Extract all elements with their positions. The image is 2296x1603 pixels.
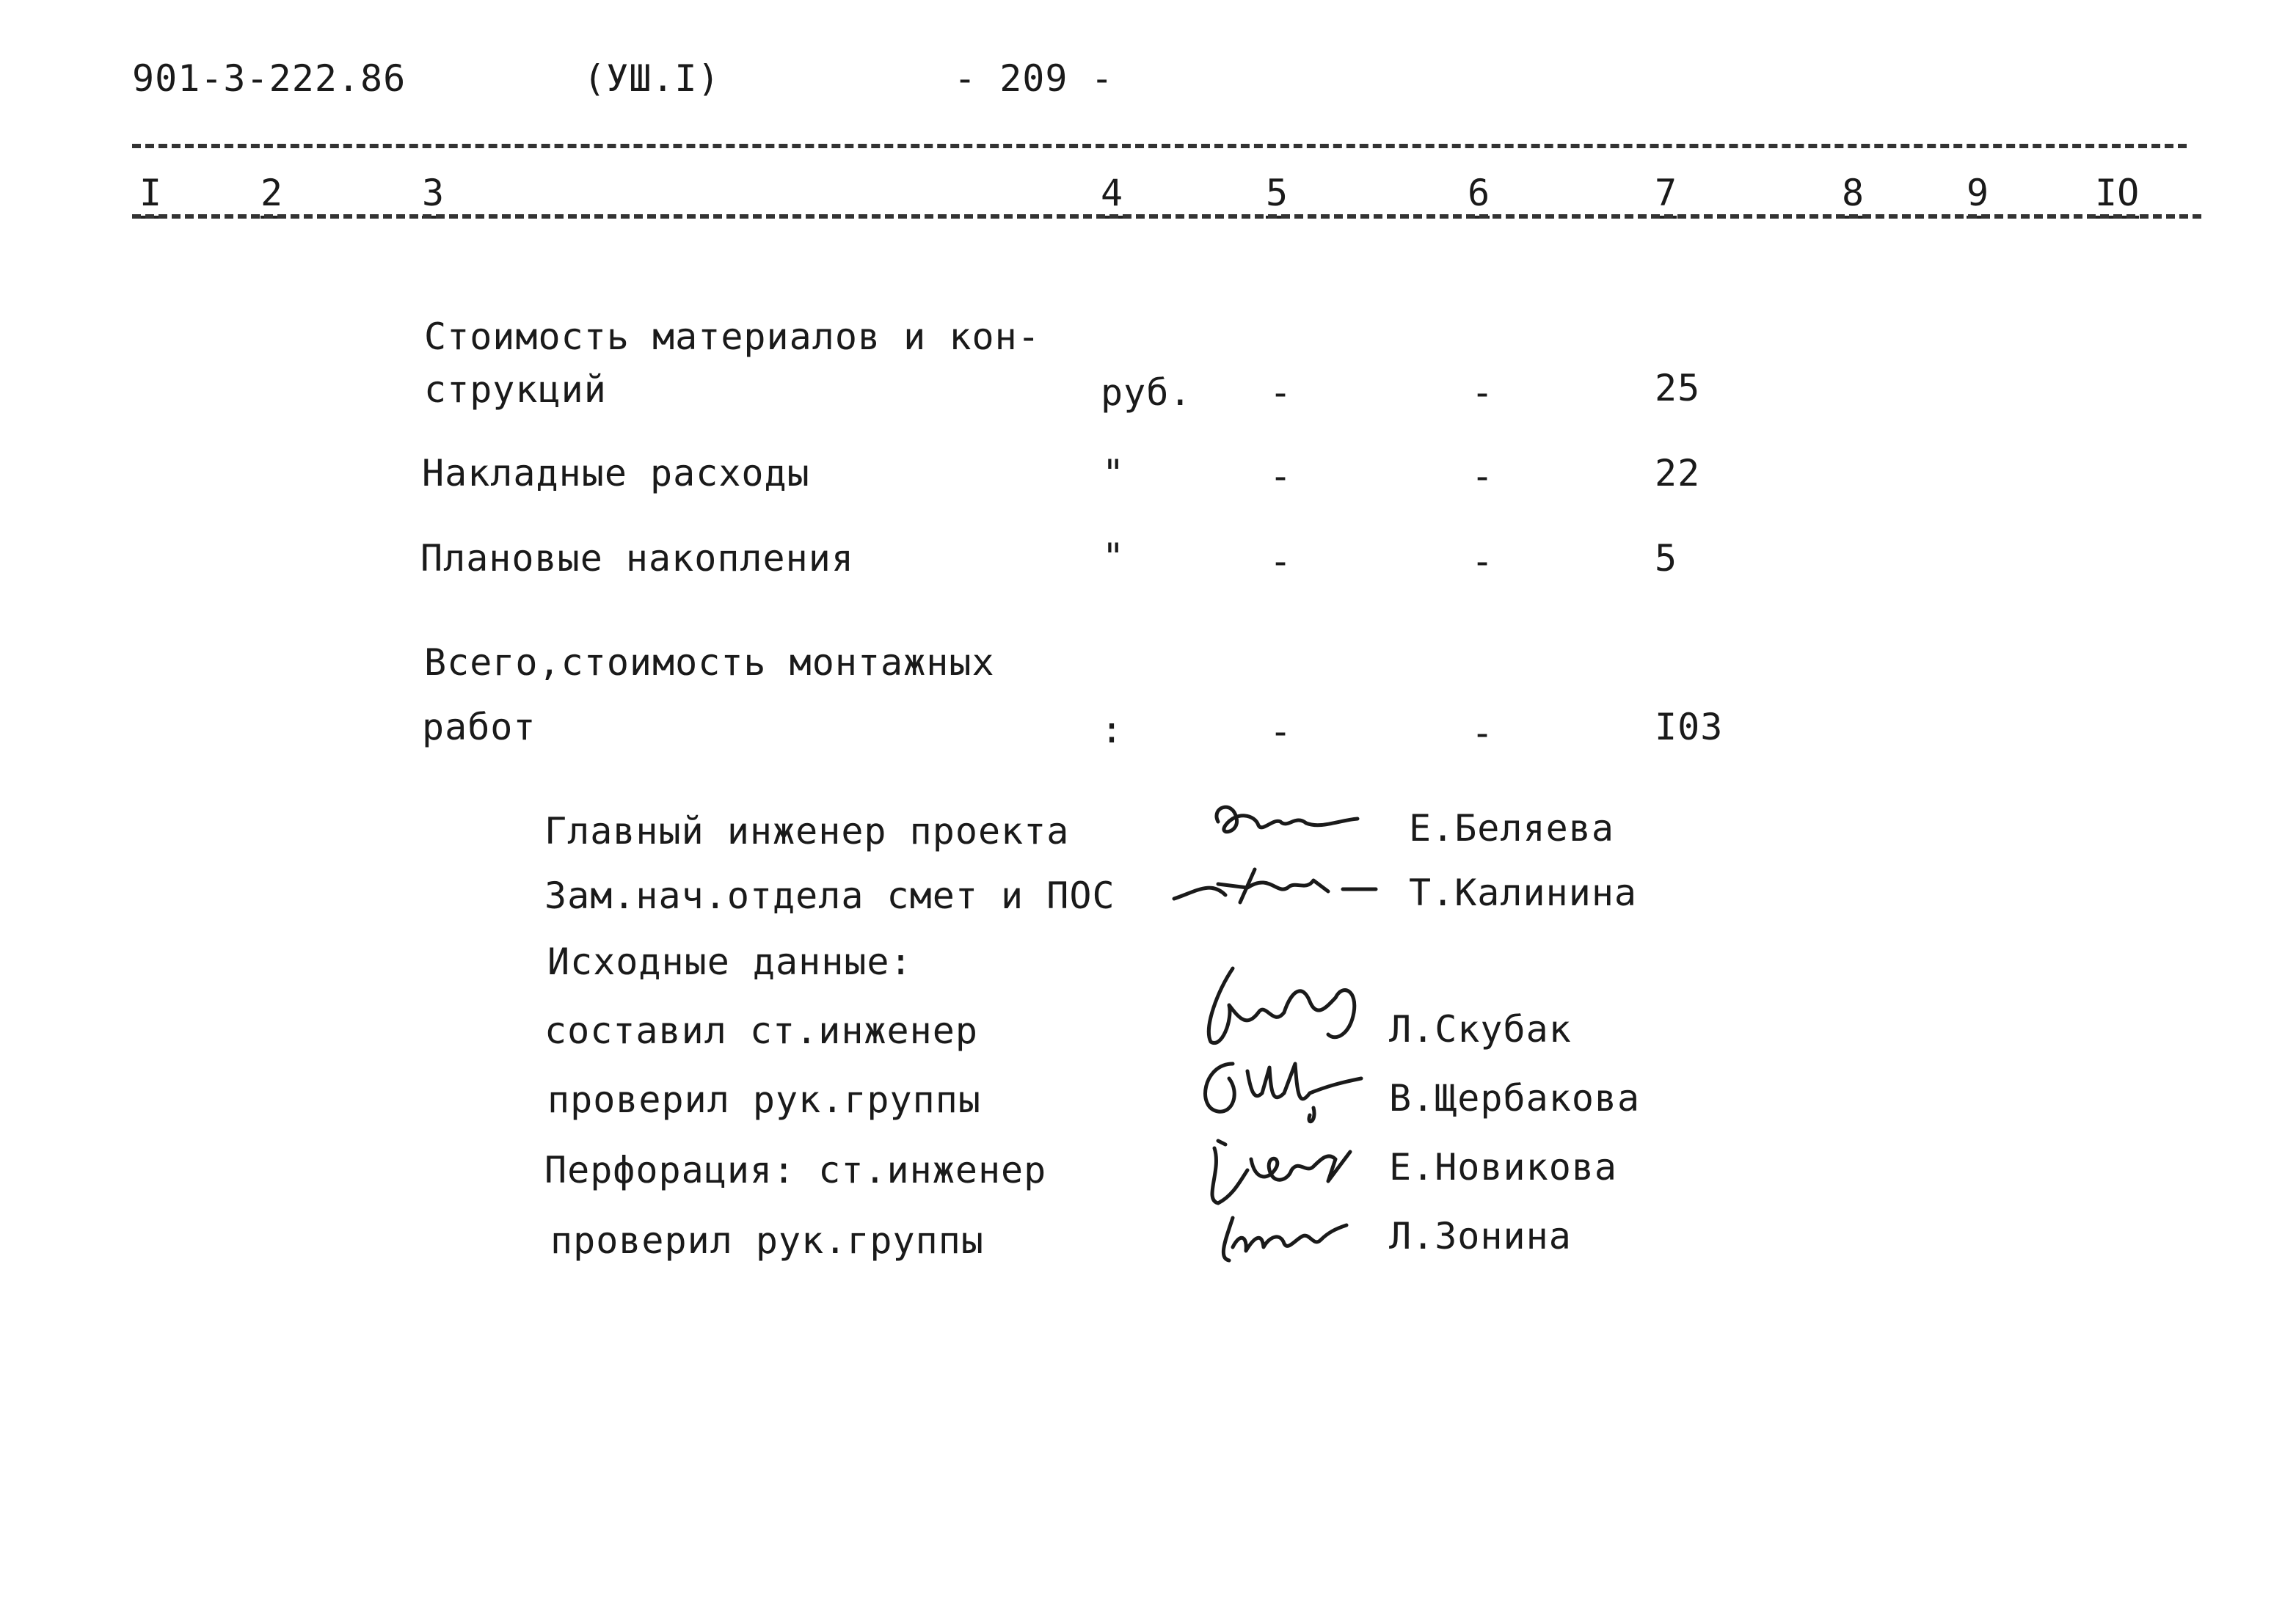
column-number-2: 2 [260, 175, 283, 211]
signature-role: составил ст.инженер [544, 1009, 978, 1052]
row-materials-unit: руб. [1101, 371, 1192, 414]
signatory-name: Л.Скубак [1389, 1008, 1572, 1051]
handwritten-signature [1203, 792, 1365, 851]
handwritten-signature [1189, 961, 1380, 1056]
row-total-col5: - [1269, 710, 1293, 753]
row-planned-savings-name: Плановые накопления [420, 537, 854, 580]
row-planned-savings-unit: " [1102, 536, 1126, 578]
column-number-underline [132, 214, 2201, 219]
signature-role: Перфорация: ст.инженер [544, 1149, 1047, 1191]
handwritten-signature [1167, 858, 1380, 917]
row-total-unit: : [1101, 709, 1124, 751]
row-materials-col5: - [1269, 371, 1293, 414]
signature-role: Зам.нач.отдела смет и ПОС [544, 874, 1115, 917]
signature-role: проверил рук.группы [547, 1078, 981, 1121]
row-planned-savings-col5: - [1269, 540, 1293, 583]
signature-role: проверил рук.группы [550, 1219, 984, 1262]
column-number-7: 7 [1655, 175, 1677, 211]
row-total-name-line1: Всего,стоимость монтажных [424, 641, 995, 684]
row-overhead-col7: 22 [1655, 452, 1701, 494]
signatory-name: Е.Беляева [1409, 807, 1614, 850]
handwritten-signature [1181, 1130, 1357, 1211]
column-number-9: 9 [1967, 175, 1989, 211]
column-number-8: 8 [1842, 175, 1864, 211]
signatory-name: В.Щербакова [1389, 1077, 1641, 1120]
row-total-col6: - [1471, 712, 1495, 754]
signature-role: Главный инженер проекта [544, 810, 1070, 852]
row-materials-name-line1: Стоимость материалов и кон- [424, 315, 1041, 358]
column-number-4: 4 [1101, 175, 1123, 211]
column-number-10: IO [2095, 175, 2139, 211]
row-total-col7: I03 [1655, 706, 1724, 748]
row-overhead-unit: " [1102, 452, 1126, 494]
page-number: - 209 - [954, 57, 1114, 100]
row-materials-name-line2: струкций [424, 368, 607, 411]
row-total-name-line2: работ [422, 706, 536, 748]
header-divider [132, 144, 2187, 148]
doc-code: 901-3-222.86 [132, 57, 407, 100]
column-number-3: 3 [422, 175, 444, 211]
row-materials-col6: - [1471, 371, 1495, 414]
row-materials-col7: 25 [1655, 367, 1701, 409]
handwritten-signature [1189, 1049, 1365, 1130]
signatory-name: Т.Калинина [1409, 872, 1638, 914]
row-planned-savings-col7: 5 [1655, 537, 1678, 580]
section-code: (УШ.I) [583, 57, 721, 100]
signature-role: Исходные данные: [547, 941, 913, 983]
column-number-1: I [139, 175, 161, 211]
row-overhead-col5: - [1269, 455, 1293, 497]
row-planned-savings-col6: - [1471, 540, 1495, 583]
column-number-5: 5 [1266, 175, 1288, 211]
signatory-name: Е.Новикова [1389, 1146, 1618, 1188]
column-number-6: 6 [1468, 175, 1490, 211]
row-overhead-col6: - [1471, 455, 1495, 497]
handwritten-signature [1211, 1203, 1357, 1269]
row-overhead-name: Накладные расходы [422, 452, 810, 494]
signatory-name: Л.Зонина [1389, 1215, 1572, 1257]
